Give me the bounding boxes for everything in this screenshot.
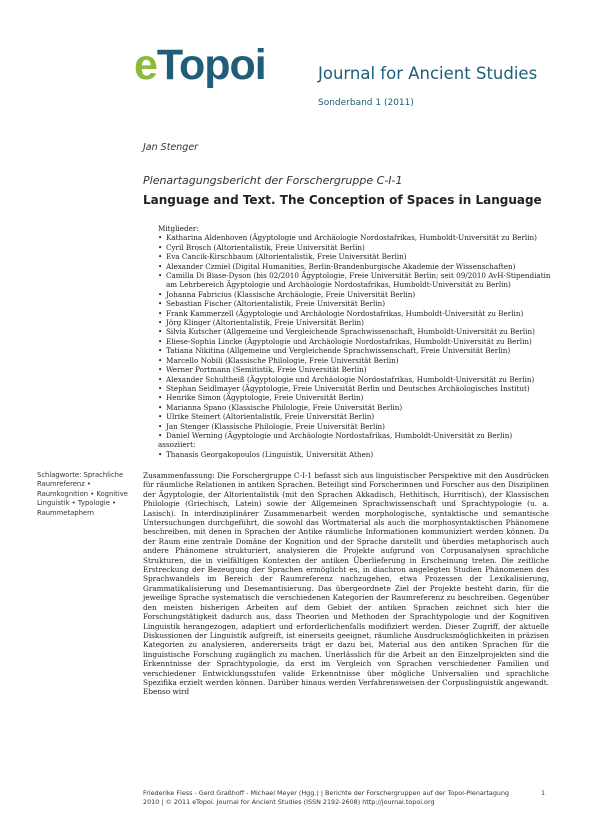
member-item: • Tatiana Nikitina (Allgemeine und Vergleichende Sprachwissenschaft, Freie Universität Berlin) bbox=[158, 346, 558, 355]
article-subtitle: Plenartagungsbericht der Forschergruppe C-I-1 bbox=[143, 174, 403, 187]
member-item: • Johanna Fabricius (Klassische Archäologie, Freie Universität Berlin) bbox=[158, 290, 558, 299]
associated-item: • Thanasis Georgakopoulos (Linguistik, Universität Athen) bbox=[158, 450, 558, 459]
member-item: • Frank Kammerzell (Ägyptologie und Archäologie Nordostafrikas, Humboldt-Universität zu Berlin) bbox=[158, 309, 558, 318]
article-title: Language and Text. The Conception of Spaces in Language bbox=[143, 193, 542, 207]
journal-title: Journal for Ancient Studies bbox=[318, 64, 538, 83]
member-item: • Marcello Nobili (Klassische Philologie, Freie Universität Berlin) bbox=[158, 356, 558, 365]
member-item: • Werner Portmann (Semitistik, Freie Universität Berlin) bbox=[158, 365, 558, 374]
member-item: • Eliese-Sophia Lincke (Ägyptologie und Archäologie Nordostafrikas, Humboldt-Universität zu Berlin) bbox=[158, 337, 558, 346]
volume-label: Sonderband 1 (2011) bbox=[318, 98, 414, 108]
member-item: • Jan Stenger (Klassische Philologie, Freie Universität Berlin) bbox=[158, 422, 558, 431]
associated-label: assoziiert: bbox=[158, 440, 196, 450]
member-item: • Eva Cancik-Kirschbaum (Altorientalistik, Freie Universität Berlin) bbox=[158, 252, 558, 261]
member-item: • Alexander Schultheiß (Ägyptologie und Archäologie Nordostafrikas, Humboldt-Universität zu Berlin) bbox=[158, 375, 558, 384]
abstract-text: Zusammenfassung: Die Forschergruppe C-I-1 befasst sich aus linguistischer Perspektive mit den Ausdrücken für räumliche Relationen in antiken Sprachen. Beteiligt sind Forscherinnen und Forscher aus den Disziplinen der Ägyptologie, der Altorientalistik (mit den Sprachen Akkadisch, Hethitisch, Hurritisch), der Klassischen Philologie (Griechisch, Latein) sowie der Allgemeinen Sprachwissenschaft und Sprachtypologie (u. a. Lasisch). In interdisziplinärer Zusammenarbeit werden morphologische, syntaktische und semantische Untersuchungen durchgeführt, die sowohl das Wortmaterial als auch die morphosyntaktischen Phänomene beschreiben, mit denen in Sprachen der Antike räumliche Informationen kommuniziert werden können. Da der Raum eine zentrale Domäne der Kognition und der Sprache darstellt und überdies metaphorisch auch andere Phänomene strukturiert, analysieren die Projekte aufgrund von Corpusanalysen sprachliche Strukturen, die in vielfältigen Kontexten der antiken Überlieferung in Erscheinung treten. Die zeitliche Erstreckung der Bezeugung der Sprachen ermöglicht es, in diachron angelegten Studien Phänomenen des Sprachwandels im Bereich der Raumreferenz nachzugehen, etwa Prozessen der Lexikalisierung, Grammatikalisierung und Desemantisierung. Das übergeordnete Ziel der Projekte besteht darin, für die jeweilige Sprache systematisch die verschiedenen Kategorien der Raumreferenz zu beschreiben. Gegenüber den meisten bisherigen Arbeiten auf dem Gebiet der antiken Sprachen zeichnet sich hier die Forschungstätigkeit dadurch aus, dass Theorien und Methoden der Sprachtypologie und der Kognitiven Linguistik herangezogen, adaptiert und erforderlichenfalls modifiziert werden. Dieser Zugriff, der aktuelle Diskussionen der Linguistik aufgreift, ist einerseits geeignet, räumliche Ausdrucksmöglichkeiten in präzisen Kategorien zu analysieren, andererseits trägt er dazu bei, Material aus den antiken Sprachen für die linguistische Forschung zugänglich zu machen. Unerlässlich für die Arbeit an den Einzelprojekten sind die Erkenntnisse der Sprachtypologie, da erst im Vergleich von Sprachen verschiedener Familien und verschiedener Entwicklungsstufen valide Erkenntnisse über mögliche Universalien und sprachliche Spezifika erzielt werden können. Darüber hinaus werden Verfahrensweisen der Corpuslinguistik angewandt. Ebenso wird bbox=[143, 471, 549, 697]
keywords-sidebar: Schlagworte: Sprachliche Raumreferenz • Raumkognition • Kognitive Linguistik • Typologie • Raummetaphern bbox=[37, 471, 128, 517]
abstract-section bbox=[143, 471, 549, 697]
page-number: 1 bbox=[541, 789, 546, 797]
members-list bbox=[158, 233, 558, 440]
member-item: • Alexander Czmiel (Digital Humanities, Berlin-Brandenburgische Akademie der Wissenschaften) bbox=[158, 262, 558, 271]
etopoi-logo bbox=[134, 41, 266, 89]
member-item: • Henrike Simon (Ägyptologie, Freie Universität Berlin) bbox=[158, 393, 558, 402]
article-author: Jan Stenger bbox=[143, 142, 199, 153]
logo-topoi: Topoi bbox=[156, 41, 266, 89]
members-section bbox=[158, 224, 558, 459]
member-item: • Daniel Werning (Ägyptologie und Archäologie Nordostafrikas, Humboldt-Universität zu Berlin) bbox=[158, 431, 558, 440]
associated-list bbox=[158, 450, 558, 459]
member-item: • Marianna Spano (Klassische Philologie, Freie Universität Berlin) bbox=[158, 403, 558, 412]
member-item: • Camilla Di Biase-Dyson (bis 02/2010 Ägyptologie, Freie Universität Berlin; seit 09/2010 AvH-Stipendiatin am Lehrbereich Ägyptologie und Archäologie Nordostafrikas, Humboldt-Universität zu Berlin) bbox=[158, 271, 558, 290]
member-item: • Sebastian Fischer (Altorientalistik, Freie Universität Berlin) bbox=[158, 299, 558, 308]
member-item: • Ulrike Steinert (Altorientalistik, Freie Universität Berlin) bbox=[158, 412, 558, 421]
member-item: • Jörg Klinger (Altorientalistik, Freie Universität Berlin) bbox=[158, 318, 558, 327]
member-item: • Cyril Brosch (Altorientalistik, Freie Universität Berlin) bbox=[158, 243, 558, 252]
member-item: • Stephan Seidlmayer (Ägyptologie, Freie Universität Berlin und Deutsches Archäologisches Institut) bbox=[158, 384, 558, 393]
members-label: Mitglieder: bbox=[158, 224, 199, 233]
member-item: • Silvia Kutscher (Allgemeine und Vergleichende Sprachwissenschaft, Humboldt-Universität zu Berlin) bbox=[158, 327, 558, 336]
footer-citation: Friederike Fless - Gerd Graßhoff - Michael Meyer (Hgg.) | Berichte der Forschergruppen auf der Topoi-Plenartagung 2010 | © 2011 eTopoi. Journal for Ancient Studies (ISSN 2192-2608) http://journal.topoi.org bbox=[143, 789, 510, 806]
logo-e: e bbox=[134, 41, 157, 89]
member-item: • Katharina Aldenhoven (Ägyptologie und Archäologie Nordostafrikas, Humboldt-Universität zu Berlin) bbox=[158, 233, 558, 242]
